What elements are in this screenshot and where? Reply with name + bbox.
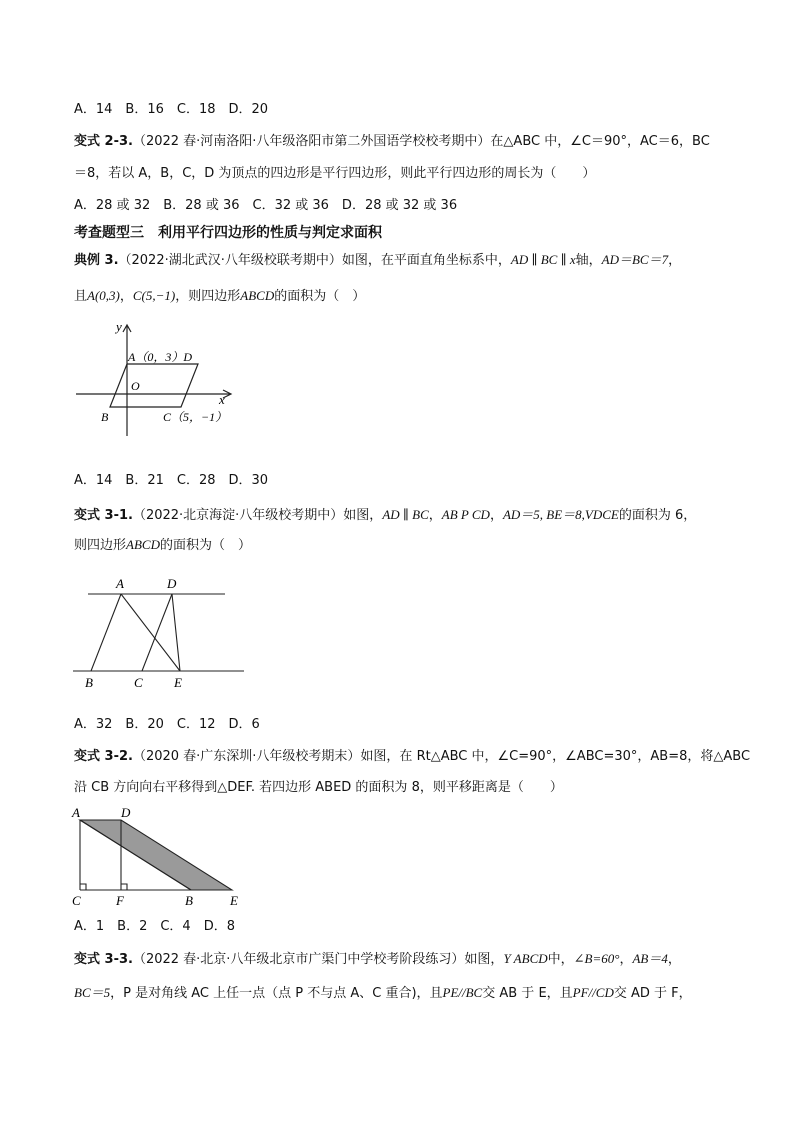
fig3-label-b: B	[185, 893, 193, 908]
q2-2-options: A．14 B．16 C．18 D．20	[74, 102, 269, 117]
q2-3-options: A．28 或 32 B．28 或 36 C．32 或 36 D．28 或 32 或 36	[74, 198, 458, 213]
q3-3-t2d: 交 AB 于 E，且	[482, 986, 573, 1001]
q2-3-line1	[74, 133, 710, 151]
ex3-options: A．14 B．21 C．28 D．30	[74, 473, 269, 488]
q3-1-figure	[68, 574, 248, 694]
q3-3-t2b: ，P 是对角线 AC 上任一点（点 P 不与点 A、C 重合)，且	[110, 986, 443, 1001]
ex3-t1c: 轴，	[575, 253, 602, 268]
segment-ab	[91, 594, 121, 671]
fig1-label-a: A（0，3）D	[128, 350, 192, 364]
q3-3-t1c: 中，	[547, 952, 574, 967]
q3-1-t1c: ，	[428, 508, 442, 523]
fig1-label-y: y	[116, 319, 122, 334]
q3-2-text2: 沿 CB 方向向右平移得到△DEF. 若四边形 ABED 的面积为 8，则平移距离是（ ）	[74, 780, 563, 795]
fig3-label-a: A	[72, 805, 80, 820]
segment-dc	[142, 594, 172, 671]
q3-1-line1	[74, 506, 696, 525]
fig1-label-x: x	[219, 392, 225, 407]
right-angle-c	[80, 884, 86, 890]
ex3-line1	[74, 251, 681, 270]
q3-1-t1d: AB P CD	[441, 507, 490, 522]
fig2-label-b: B	[85, 675, 93, 690]
ex3-t1b: AD ∥ BC ∥ x	[510, 252, 576, 267]
ex3-figure	[70, 318, 240, 438]
fig2-label-e: E	[174, 675, 182, 690]
q3-2-line1	[74, 748, 750, 766]
fig2-label-a: A	[116, 576, 124, 591]
ex3-t2c: ，	[119, 289, 133, 304]
q2-3-label: 变式 2-3.	[74, 134, 133, 149]
fig3-label-e: E	[230, 893, 238, 908]
q3-1-t2b: ABCD	[126, 537, 160, 552]
q3-2-label: 变式 3-2.	[74, 749, 133, 764]
q3-1-t1e: ，	[489, 508, 503, 523]
ex3-t1e: ，	[668, 253, 682, 268]
q3-1-t1g: 的面积为 6，	[618, 508, 697, 523]
fig1-label-b: B	[101, 410, 109, 424]
segment-ae	[121, 594, 180, 671]
section-heading: 考查题型三 利用平行四边形的性质与判定求面积	[74, 225, 382, 241]
ex3-t2a: 且	[74, 289, 88, 304]
fig1-label-o: O	[131, 379, 140, 393]
ex3-t2b: A(0,3)	[87, 288, 120, 303]
ex3-t1d: AD＝BC＝7	[601, 252, 669, 267]
q3-2-options: A．1 B．2 C．4 D．8	[74, 919, 235, 934]
fig1-label-c: C（5，−1）	[163, 410, 228, 424]
q3-3-t2c: PE//BC	[442, 985, 483, 1000]
q3-1-t2a: 则四边形	[74, 538, 127, 553]
ex3-label: 典例 3.	[74, 253, 119, 268]
q3-3-t1g: ，	[667, 952, 681, 967]
ex3-t2g: 的面积为（ ）	[274, 289, 366, 304]
fig3-label-d: D	[121, 805, 131, 820]
ex3-t2d: C(5,−1)	[132, 288, 176, 303]
parallelogram-abcd	[110, 364, 198, 407]
shaded-abed	[80, 820, 232, 890]
q3-3-t2a: BC＝5	[74, 985, 111, 1000]
q3-3-label: 变式 3-3.	[74, 952, 133, 967]
segment-de	[172, 594, 180, 671]
fig2-label-c: C	[134, 675, 143, 690]
ex3-t2f: ABCD	[240, 288, 275, 303]
q3-3-t1a: （2022 春·北京·八年级北京市广渠门中学校考阶段练习）如图，	[132, 952, 504, 967]
fig3-label-f: F	[116, 893, 124, 908]
right-angle-f	[121, 884, 127, 890]
q3-1-options: A．32 B．20 C．12 D．6	[74, 717, 260, 732]
q3-1-label: 变式 3-1.	[74, 508, 133, 523]
q3-1-line2	[74, 536, 251, 555]
q3-3-t2e: PF//CD	[572, 985, 614, 1000]
fig2-label-d: D	[167, 576, 177, 591]
ex3-line2	[74, 287, 365, 306]
q3-3-t1d: ∠B=60°	[573, 951, 620, 966]
q2-3-text2: ＝8，若以 A，B，C，D 为顶点的四边形是平行四边形，则此平行四边形的周长为（ ）	[74, 166, 596, 181]
q2-3-text1: （2022 春·河南洛阳·八年级洛阳市第二外国语学校校考期中）在△ABC 中，∠C＝90°，AC＝6，BC	[132, 134, 710, 149]
q3-2-figure	[68, 804, 248, 910]
fig3-label-c: C	[72, 893, 81, 908]
q3-3-line2	[74, 984, 692, 1003]
q3-3-t2f: 交 AD 于 F，	[613, 986, 692, 1001]
q3-1-t1a: （2022·北京海淀·八年级校考期中）如图，	[132, 508, 383, 523]
q3-1-t1b: AD ∥ BC	[382, 507, 429, 522]
q3-3-t1e: ，	[619, 952, 633, 967]
ex3-t1a: （2022·湖北武汉·八年级校联考期中）如图，在平面直角坐标系中，	[118, 253, 511, 268]
q3-3-t1f: AB＝4	[632, 951, 668, 966]
q3-3-t1b: Y ABCD	[503, 951, 548, 966]
q3-1-t2c: 的面积为（ ）	[159, 538, 251, 553]
q3-3-line1	[74, 950, 681, 969]
q3-1-t1f: AD＝5, BE＝8,VDCE	[502, 507, 619, 522]
q3-2-text1: （2020 春·广东深圳·八年级校考期末）如图，在 Rt△ABC 中，∠C=90°，∠ABC=30°，AB=8，将△ABC	[132, 749, 751, 764]
ex3-t2e: ，则四边形	[175, 289, 241, 304]
